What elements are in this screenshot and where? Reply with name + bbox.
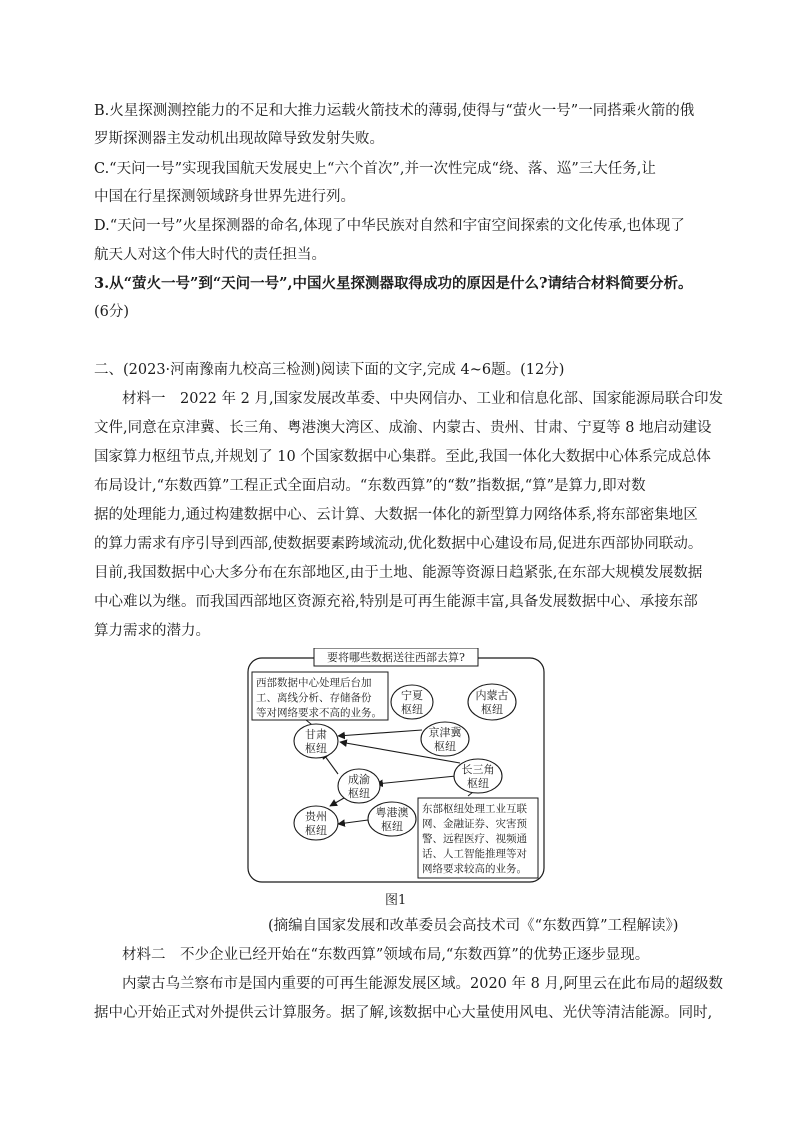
material-1-line: 目前,我国数据中心大多分布在东部地区,由于土地、能源等资源日趋紧张,在东部大规模发展数据: [94, 565, 703, 581]
arrow-changsanjiao-chengyu: [376, 776, 456, 784]
svg-text:枢纽: 枢纽: [467, 777, 489, 790]
option-d-line-2: 航天人对这个伟大时代的责任担当。: [94, 247, 326, 263]
node-jingjinji: [421, 722, 469, 756]
svg-text:枢纽: 枢纽: [381, 820, 403, 833]
svg-text:京津冀: 京津冀: [428, 726, 462, 739]
west-callout-line: 等对网络要求不高的业务。: [256, 707, 382, 719]
option-b-line-1: B.火星探测测控能力的不足和大推力运载火箭技术的薄弱,使得与“萤火一号”一同搭乘火箭的俄: [94, 103, 695, 119]
svg-text:内蒙古: 内蒙古: [475, 689, 509, 702]
svg-text:宁夏: 宁夏: [401, 689, 423, 702]
svg-text:粤港澳: 粤港澳: [375, 806, 409, 819]
node-chengyu: [338, 769, 380, 803]
svg-text:枢纽: 枢纽: [401, 703, 423, 716]
east-callout-line: 警、远程医疗、视频通: [422, 833, 527, 845]
material-1-line: 中心难以为继。而我国西部地区资源充裕,特别是可再生能源丰富,具备发展数据中心、承接东部: [94, 594, 698, 610]
node-neimenggu: [468, 684, 516, 720]
arrow-chengyu-guizhou: [330, 798, 344, 806]
option-b-line-2: 罗斯探测器主发动机出现故障导致发射失败。: [94, 131, 384, 147]
west-callout-line: 工、离线分析、存储备份: [256, 692, 372, 704]
svg-text:枢纽: 枢纽: [305, 742, 327, 755]
section-2-header: 二、(2023·河南豫南九校高三检测)阅读下面的文字,完成 4~6题。(12分): [94, 362, 565, 378]
svg-text:枢纽: 枢纽: [305, 824, 327, 837]
svg-text:成渝: 成渝: [348, 773, 370, 786]
material-1-line: 的算力需求有序引导到西部,使数据要素跨域流动,优化数据中心建设布局,促进东西部协同联动。: [94, 536, 703, 552]
node-ningxia: [391, 685, 433, 719]
east-data-west-compute-diagram: [246, 648, 546, 886]
arrow-jingjinji-gansu: [338, 730, 422, 736]
question-3-line-1: 3.从“萤火一号”到“天问一号”,中国火星探测器取得成功的原因是什么?请结合材料简要分析。: [94, 275, 693, 292]
west-callout-line: 西部数据中心处理后台加: [256, 677, 372, 689]
diagram-title: 要将哪些数据送往西部去算?: [327, 651, 465, 664]
diagram-svg: [246, 648, 546, 886]
material-2-line: 据中心开始正式对外提供云计算服务。据了解,该数据中心大量使用风电、光伏等清洁能源。同时,: [94, 1005, 713, 1021]
material-1-line: 材料一 2022 年 2 月,国家发展改革委、中央网信办、工业和信息化部、国家能源局联合印发: [122, 391, 724, 407]
svg-text:枢纽: 枢纽: [434, 740, 456, 753]
node-changsanjiao: [454, 759, 502, 793]
option-c-line-2: 中国在行星探测领域跻身世界先进行列。: [94, 189, 355, 205]
material-1-line: 据的处理能力,通过构建数据中心、云计算、大数据一体化的新型算力网络体系,将东部密集地区: [94, 507, 698, 523]
arrow-yuegangao-guizhou: [338, 820, 368, 824]
svg-text:枢纽: 枢纽: [481, 703, 503, 716]
svg-text:甘肃: 甘肃: [305, 728, 327, 741]
node-gansu: [294, 724, 338, 758]
svg-text:贵州: 贵州: [305, 810, 327, 823]
option-d-line-1: D.“天问一号”火星探测器的命名,体现了中华民族对自然和宇宙空间探索的文化传承,也体现了: [94, 218, 685, 234]
east-callout-line: 网络要求较高的业务。: [422, 863, 527, 875]
svg-text:枢纽: 枢纽: [348, 787, 370, 800]
node-yuegangao: [368, 802, 416, 836]
material-1-line: 国家算力枢纽节点,并规划了 10 个国家数据中心集群。至此,我国一体化大数据中心体系完成总体: [94, 449, 711, 465]
question-3-line-2: (6分): [94, 304, 130, 320]
option-c-line-1: C.“天问一号”实现我国航天发展史上“六个首次”,并一次性完成“绕、落、巡”三大任务,让: [94, 161, 656, 177]
material-1-line: 文件,同意在京津冀、长三角、粤港澳大湾区、成渝、内蒙古、贵州、甘肃、宁夏等 8 地启动建设: [94, 420, 712, 436]
node-guizhou: [294, 806, 338, 840]
east-callout-line: 东部枢纽处理工业互联: [422, 803, 527, 815]
svg-text:长三角: 长三角: [461, 763, 495, 776]
east-callout-line: 网、金融证券、灾害预: [422, 818, 527, 830]
material-2-line: 内蒙古乌兰察布市是国内重要的可再生能源发展区域。2020 年 8 月,阿里云在此布局的超级数: [122, 976, 724, 992]
source-citation: (摘编自国家发展和改革委员会高技术司《“东数西算”工程解读》): [268, 918, 679, 934]
material-1-line: 算力需求的潜力。: [94, 623, 210, 639]
material-1-line: 布局设计,“东数西算”工程正式全面启动。“东数西算”的“数”指数据,“算”是算力,即对数: [94, 478, 646, 494]
east-callout-line: 话、人工智能推理等对: [422, 848, 527, 860]
material-2-line: 材料二 不少企业已经开始在“东数西算”领域布局,“东数西算”的优势正逐步显现。: [122, 947, 650, 963]
figure-caption: 图1: [385, 893, 407, 908]
